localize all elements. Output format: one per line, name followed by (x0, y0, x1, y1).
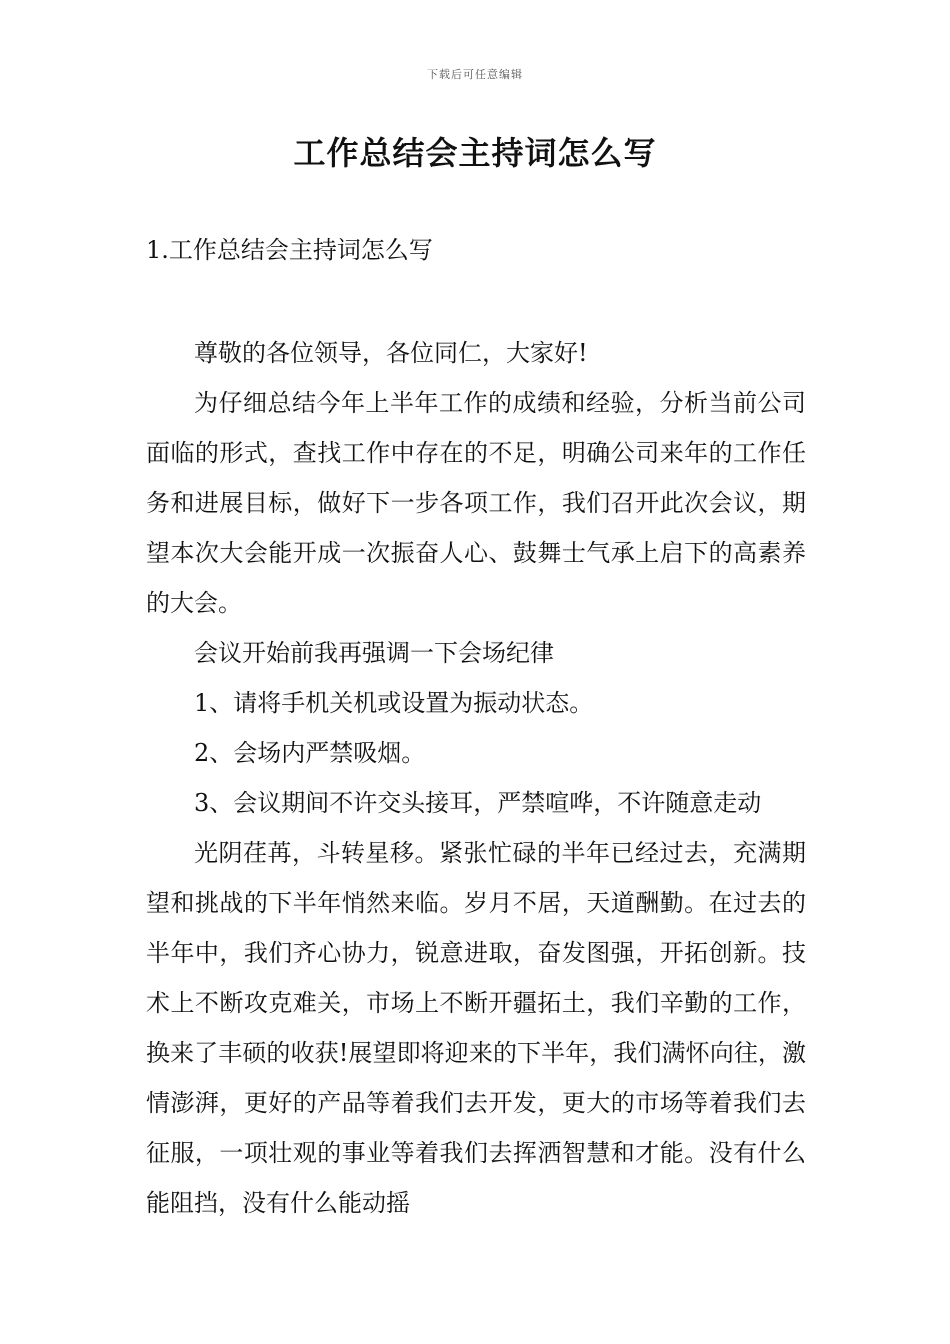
paragraph-greeting: 尊敬的各位领导，各位同仁，大家好! (194, 339, 588, 367)
paragraph-rule-3: 3、会议期间不许交头接耳，严禁喧哗，不许随意走动 (194, 789, 762, 817)
paragraph-purpose: 为仔细总结今年上半年工作的成绩和经验，分析当前公司面临的形式，查找工作中存在的不足，明确公司来年的工作任务和进展目标，做好下一步各项工作，我们召开此次会议，期望本次大会能开成一次振奋人心、鼓舞士气承上启下的高素养的大会。 (146, 389, 806, 617)
paragraph-rule-2: 2、会场内严禁吸烟。 (194, 739, 426, 767)
paragraph-rule-1: 1、请将手机关机或设置为振动状态。 (194, 689, 594, 717)
section-heading: 1.工作总结会主持词怎么写 (146, 236, 433, 264)
paragraph-rules-intro: 会议开始前我再强调一下会场纪律 (194, 639, 554, 667)
paragraph-review: 光阴荏苒，斗转星移。紧张忙碌的半年已经过去，充满期望和挑战的下半年悄然来临。岁月不居，天道酬勤。在过去的半年中，我们齐心协力，锐意进取，奋发图强，开拓创新。技术上不断攻克难关，市场上不断开疆拓土，我们辛勤的工作，换来了丰硕的收获!展望即将迎来的下半年，我们满怀向往，激情澎湃，更好的产品等着我们去开发，更大的市场等着我们去征服，一项壮观的事业等着我们去挥洒智慧和才能。没有什么能阻挡，没有什么能动摇 (146, 839, 806, 1217)
document-body (146, 228, 806, 1228)
header-note: 下载后可任意编辑 (427, 68, 523, 81)
document-title: 工作总结会主持词怎么写 (293, 134, 657, 172)
